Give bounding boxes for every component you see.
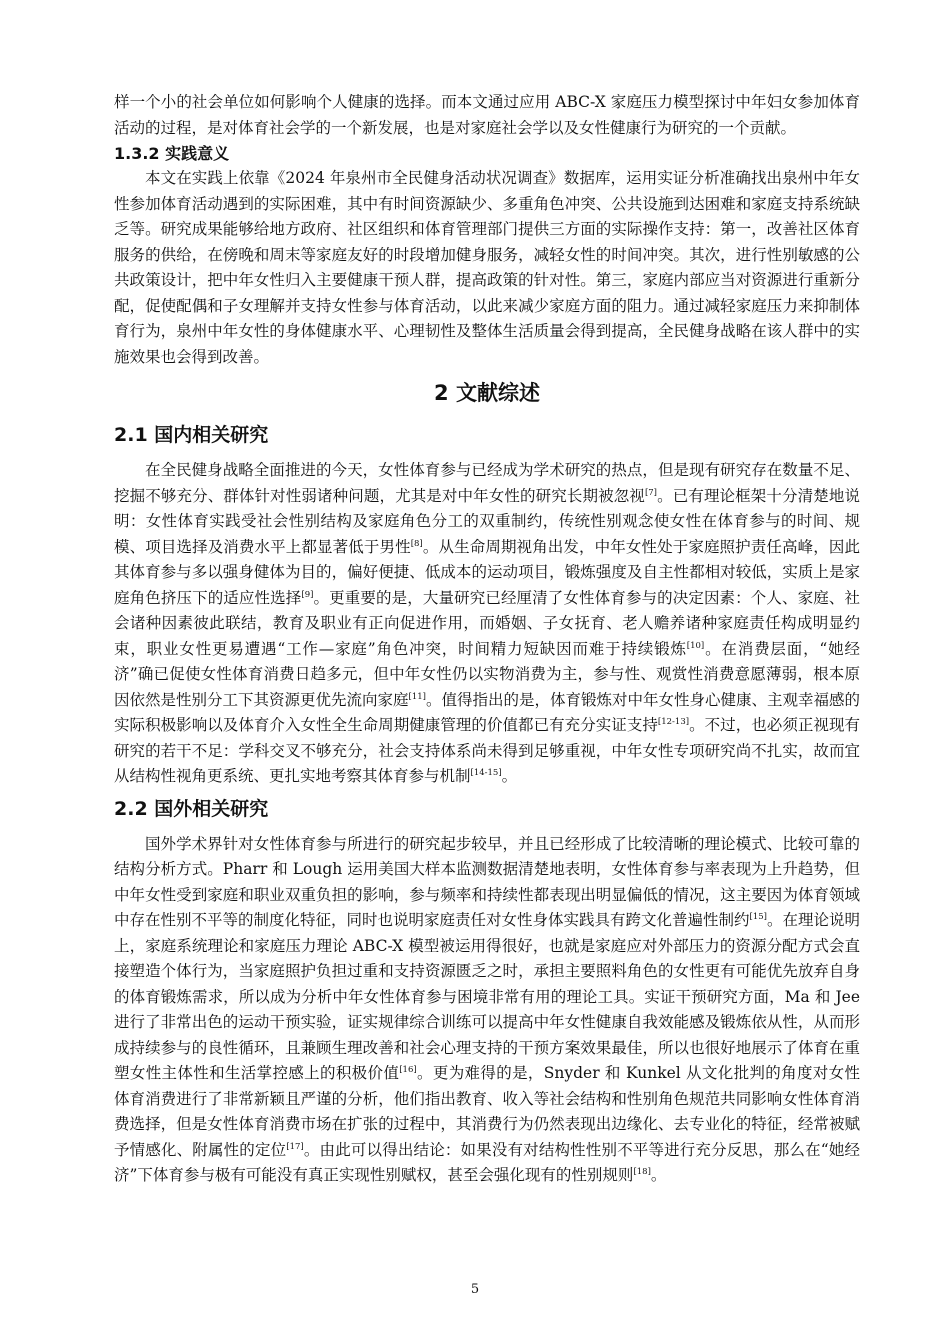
chapter-heading-2: 2 文献综述 [434,381,540,405]
text-run: 。在消费层面，“她经济”确已促使女性体育消费日趋多元，但中年女性仍以实物消费为主，参与性、观赏性消费意愿薄弱，根本原因依然是性别分工下其资源更优先流向家庭 [114,639,860,709]
text-run: 国外学术界针对女性体育参与所进行的研究起步较早，并且已经形成了比较清晰的理论模式、比较可靠的结构分析方式。Pharr 和 Lough 运用美国大样本监测数据清楚地表明，女性体育参与率表现为上升趋势，但中年女性受到家庭和职业双重负担的影响，参与频率和持续性都表现出明显偏低的情况，这主要因为体育领域中存在性别不平等的制度化特征，同时也说明家庭责任对女性身体实践具有跨文化普遍性制约 [114,834,860,929]
citation: [10] [686,640,705,651]
text-run: 。更为难得的是，Snyder 和 Kunkel 从文化批判的角度对女性体育消费进行了非常新颖且严谨的分析，他们指出教育、收入等社会结构和性别角色规范共同影响女性体育消费选择，但是女性体育消费市场在扩张的过程中，其消费行为仍然表现出边缘化、去专业化的特征，经常被赋予情感化、附属性的定位 [114,1064,860,1159]
text-run: 。 [650,1166,667,1184]
text-run: 。已有理论框架十分清楚地说明：女性体育实践受社会性别结构及家庭角色分工的双重制约，传统性别观念使女性在体育参与的时间、规模、项目选择及消费水平上都显著低于男性 [114,486,860,556]
text-run: 。在理论说明上，家庭系统理论和家庭压力理论 ABC-X 模型被运用得很好，也就是家庭应对外部压力的资源分配方式会直接塑造个体行为，当家庭照护负担过重和支持资源匮乏之时，承担主要照料角色的女性更有可能优先放弃自身的体育锻炼需求，所以成为分析中年女性体育参与困境非常有用的理论工具。实证干预研究方面，Ma 和 Jee 进行了非常出色的运动干预实验，证实规律综合训练可以提高中年女性健康自我效能感及锻炼依从性，从而形成持续参与的良性循环，且兼顾生理改善和社会心理支持的干预方案效果最佳，所以也很好地展示了体育在重塑女性主体性和生活掌控感上的积极价值 [114,911,860,1082]
citation: [18] [633,1166,651,1177]
text-run: 。值得指出的是，体育锻炼对中年女性身心健康、主观幸福感的实际积极影响以及体育介入女性全生命周期健康管理的价值都已有充分实证支持 [114,690,860,734]
paragraph-intro-continuation: 样一个小的社会单位如何影响个人健康的选择。而本文通过应用 ABC-X 家庭压力模型探讨中年妇女参加体育活动的过程，是对体育社会学的一个新发展，也是对家庭社会学以及女性健康行为研究的一个贡献。 [114,93,860,137]
citation: [9] [301,589,314,600]
citation: [17] [286,1141,304,1152]
paragraph-practical-significance: 本文在实践上依靠《2024 年泉州市全民健身活动状况调查》数据库，运用实证分析准确找出泉州中年女性参加体育活动遇到的实际困难，其中有时间资源缺少、多重角色冲突、公共设施到达困难和家庭支持系统缺乏等。研究成果能够给地方政府、社区组织和体育管理部门提供三方面的实际操作支持：第一，改善社区体育服务的供给，在傍晚和周末等家庭友好的时段增加健身服务，减轻女性的时间冲突。其次，进行性别敏感的公共政策设计，把中年女性归入主要健康干预人群，提高政策的针对性。第三，家庭内部应当对资源进行重新分配，促使配偶和子女理解并支持女性参与体育活动，以此来减少家庭方面的阻力。通过减轻家庭压力来抑制体育行为，泉州中年女性的身体健康水平、心理韧性及整体生活质量会得到提高，全民健身战略在该人群中的实施效果也会得到改善。 [114,169,860,366]
text-run: 在全民健身战略全面推进的今天，女性体育参与已经成为学术研究的热点，但是现有研究存在数量不足、挖掘不够充分、群体针对性弱诸种问题，尤其是对中年女性的研究长期被忽视 [114,461,860,505]
citation: [14-15] [470,767,502,778]
citation: [15] [749,911,767,922]
section-heading-2-2: 2.2 国外相关研究 [114,797,269,820]
text-run: 。更重要的是，大量研究已经厘清了女性体育参与的决定因素：个人、家庭、社会诸种因素彼此联结，教育及职业有正向促进作用，而婚姻、子女抚育、老人赡养诸种家庭责任构成明显约束，职业女性更易遭遇“工作—家庭”角色冲突，时间精力短缺因而难于持续锻炼 [114,588,860,658]
section-heading-2-1: 2.1 国内相关研究 [114,424,269,446]
citation: [16] [399,1064,417,1075]
paragraph-domestic-research [114,458,860,790]
citation: [7] [644,487,657,498]
page-number: 5 [470,1282,480,1297]
page-body [114,90,860,1189]
section-heading-1-3-2: 1.3.2 实践意义 [114,144,230,163]
text-run: 。 [501,767,518,785]
text-run: 。由此可以得出结论：如果没有对结构性性别不平等进行充分反思，那么在“她经济”下体育参与极有可能没有真正实现性别赋权，甚至会强化现有的性别规则 [114,1140,860,1184]
paragraph-foreign-research [114,832,860,1189]
citation: [8] [410,538,423,549]
citation: [12-13] [657,716,690,727]
text-run: 。从生命周期视角出发，中年女性处于家庭照护责任高峰，因此其体育参与多以强身健体为目的，偏好便捷、低成本的运动项目，锻炼强度及自主性都相对较低，实质上是家庭角色挤压下的适应性选择 [114,537,860,607]
text-run: 。不过，也必须正视现有研究的若干不足：学科交叉不够充分，社会支持体系尚未得到足够重视，中年女性专项研究尚不扎实，故而宜从结构性视角更系统、更扎实地考察其体育参与机制 [114,716,860,785]
citation: [11] [408,691,426,702]
